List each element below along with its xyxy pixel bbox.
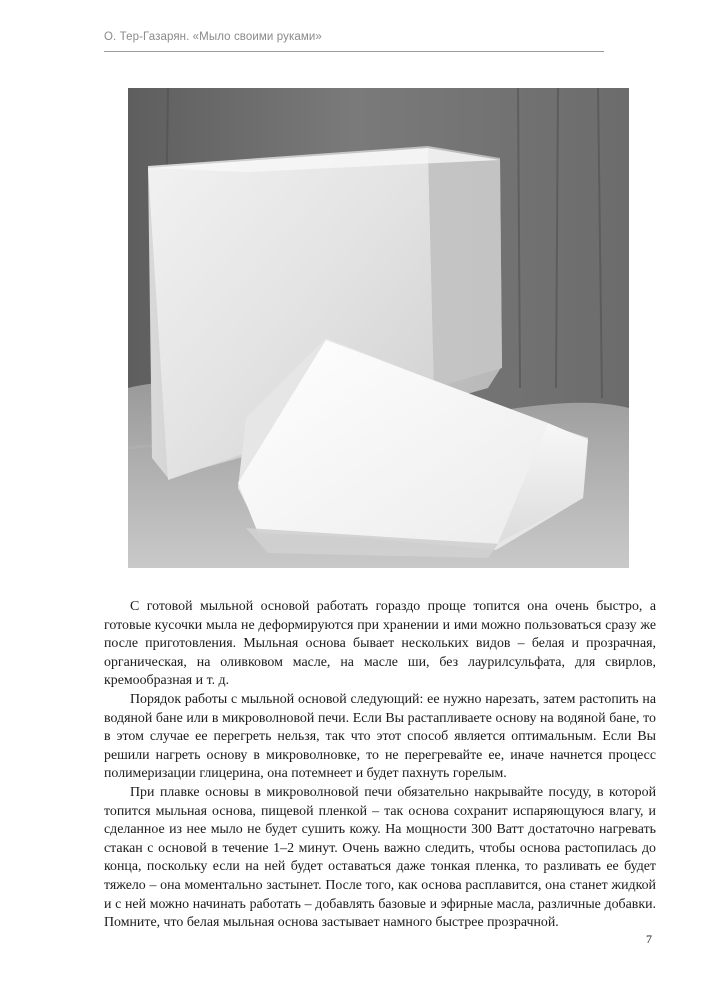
paragraph: С готовой мыльной основой работать гораздо проще топится она очень быстро, а готовые кусочки мыла не деформируются при хранении и ими можно пользоваться сразу же после приготовления. Мыльная основа бывает нескольких видов – белая и прозрачная, органическая, на оливковом масле, на масле ши, без лаурилсульфата, для свирлов, кремообразная и т. д. [104,599,656,689]
paragraph: Порядок работы с мыльной основой следующий: ее нужно нарезать, затем растопить на водяной бане или в микроволновой печи. Если Вы растапливаете основу на водяной бане, то в этом случае ее перегреть нельзя, так что этот способ является оптимальным. Если Вы решили нагреть основу в микроволновке, то не перегревайте ее, иначе начнется процесс полимеризации глицерина, она потемнеет и будет пахнуть горелым. [104,691,656,782]
body-text [104,598,656,933]
page-number: 7 [646,932,652,946]
header-rule [104,51,604,52]
soap-blocks-illustration [128,88,629,568]
soap-base-photo [128,88,629,568]
paragraph: При плавке основы в микроволновой печи обязательно накрывайте посуду, в которой топится мыльная основа, пищевой пленкой – так основа сохранит испаряющуюся влагу, и сделанное из нее мыло не будет сушить кожу. На мощности 300 Ватт достаточно нагревать стакан с основой в течение 1–2 минут. Очень важно следить, чтобы основа растопилась до конца, поскольку если на ней будет оставаться даже тонкая пленка, то разливать ее будет тяжело – она моментально застынет. После того, как основа расплавится, она станет жидкой и с ней можно начинать работать – добавлять базовые и эфирные масла, различные добавки. Помните, что белая мыльная основа застывает намного быстрее прозрачной. [104,784,656,931]
running-header: О. Тер-Газарян. «Мыло своими руками» [104,31,322,43]
